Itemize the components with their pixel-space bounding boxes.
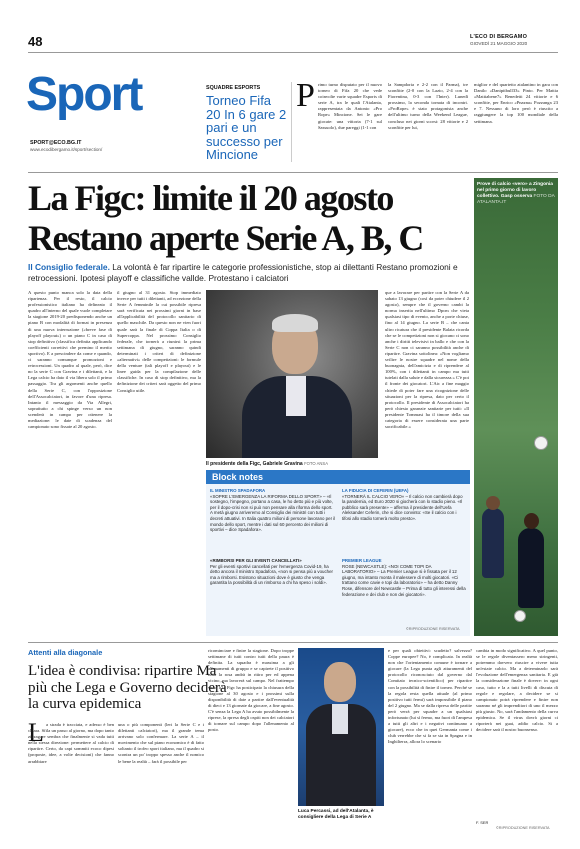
percassi-photo (298, 648, 384, 806)
masthead: L'ECO DI BERGAMO (470, 34, 528, 40)
player-head-1 (486, 496, 500, 510)
teaser-title: Torneo Fifa 20 In 6 gare 2 pari e un successo per Mincione (206, 93, 287, 162)
diagonale-col3: ricominciare e finire la stagione. Dopo troppe settimane di tutti contro tutti della paura è definita. La squadra è massima a gli allenamenti di gruppo e se capirete il positivo tutta la rosa andrà in ritiro per ed appena vicino, ma lavorerà sul campo. Nel frattempo verrà a la Figc ha posticipato la chiusura della stagione al 30 agosto e i prossimi sulla disponibilità di date a partire dall'eventualità di dieci e 13 giornate da giocare, a fine agosto. C'è senza la Lega A ha avuto possibilmente la riprese, la rpresa degli ospiti non dei calciatori di tornare sul campo dopo l'allenamento al posto. (208, 648, 294, 733)
diagonale-author: F. SER (476, 820, 489, 825)
teaser-col3: miglior e del quartetto atalantino in gara con Danilo «Danipitbull33» Pinto. Per Mattia «Mattiabene7» Benedetti 24 vittorie e 6 sconfitte, per Enrico «Pnazna» Pozzanga 23 e 7. Nessuno di loro però è riuscito a raggiungere la top 100 mondiale della settimana. (474, 82, 558, 124)
player-figure-2 (518, 528, 544, 608)
player-head-2 (524, 513, 539, 529)
main-summary (28, 262, 468, 283)
teaser-dropcap: P (296, 77, 315, 114)
blocknote-item-2 (210, 558, 336, 632)
header-rule (28, 52, 558, 53)
diagonale-title: L'idea è condivisa: ripartire Ma più che Lega e Governo deciderà la curva epidemica (28, 663, 227, 712)
main-headline-2 (28, 218, 468, 258)
main-headline-1-text: La Figc: limite il 20 agosto (28, 178, 393, 218)
blocknote-item-3-text: «TORNERÀ IL CALCIO VERO» – Il calcio non cambierà dopo la pandemia, ed Euro 2020 si giocherà con lo stadio pieno. «Il pubblico sarà presente» – afferma il presidente dell'Uefa Aleksander Ceferin, che si dice convinto: «Se il calcio con i tifosi allo stadio tornerà molto presto». (342, 493, 463, 521)
teaser-col2: la Sampdoria e 2-2 con il Parma), tre sconfitte (2-0 con la Lazio, 2-4 con la Fiorentina, 0-3 con l'Inter). Lunedì prossimo, la seconda tornata di incontri. «ProRope» è stato protagonista anche dell'ultimo turno della Weekend League, concluso nei giorni scorsi: 28 vittorie e 2 sconfitte per lui, (388, 82, 468, 130)
ball-icon (534, 436, 548, 450)
percassi-shirt (332, 704, 348, 734)
main-col4: que a lavorare per partire con la Serie A da sabato 13 giugno (così da poter chiudere il 2 agosto), sempre che il governo cambi la norma inserita nell'ultimo Dpcm che vieta qualsiasi tipo di evento, anche a porte chiuse, fino al 14 giugno. La serie B – che canta ultro ricatura che il presidente Balata ricorda che se le competizioni non si giocano ci sono anche i diritti televisivi in ballo e che con la Serie C non ci saranno possibilità anche di ripartire. Gravina sottolinea: «Non vogliamo svilire le nostre squadre nel nome della buonagnia, dell'amicizia e di riprendere al 100%, con i dilettanti in campo ma tutti tutelati dalla salute e dalla sicurezza.» C'è poi il fronte dei giocatori. L'Aic a fine maggio chiede di poter fare una ricognizione delle situazioni per la ripresa, dato per certo il protocollo. Il presidente di Assocalciatori ha però chiesto garanzie sanitarie per tutti: «Il presidente Tommasi ha il timore della sua categoria di essere considerata una parte sacrificabile.» (385, 290, 469, 430)
blocknotes-title: Block notes (206, 470, 470, 484)
main-col1: A questo punto manca solo la data della ripartenza. Per il resto, il calcio professionistico italiano ha delineato il quadro all'interno del quale vuole completare la stagione 2019-20 predisponendo anche un piano B con modalità di format in presenza di una nuova interruzione («breve fase di playoff playout») o un piano C in caso di stop definitivo (classifica definita applicando coefficienti correttivi che premino il merito sportivo). E a prescindere da come e quando, ci saranno comunque promozioni e retrocessioni. Un quadro al quale, però, dice no la serie C con Gravina e i dilettanti, e la Lega calcio ha dato il via libera solo il primo passaggio. Tra gli argomenti anche quello della Serie C, con l'opposizione dell'Assocalciatori, in favore d'una ripresa. Intanto il messaggio da Via Allegri, soprattutto a chi spinge verso un non scenderà in campo per ottenere la mediazione: le date di scadenza del campionato sono fissate al 20 agosto. (28, 290, 112, 430)
section-email: SPORT@ECO.BG.IT (30, 140, 82, 146)
main-summary-text: La volontà è far ripartire le categorie professionistiche, stop ai dilettanti Restano promozioni e retrocessioni. Ipotesi playoff e classifiche vallde. Protestano i calciatori (28, 262, 458, 283)
blocknote-item-4-head: PREMIER LEAGUE (342, 558, 382, 563)
section-title: Sport (26, 68, 142, 121)
section-rule (28, 172, 558, 173)
player-figure-1 (482, 508, 504, 578)
blocknotes-box (206, 470, 470, 636)
training-photo-caption (477, 182, 555, 206)
page-number: 48 (28, 34, 43, 49)
blocknote-item-3-head: LA FIDUCIA DI CEFERIN (UEFA) (342, 488, 409, 493)
date: GIOVEDÌ 21 MAGGIO 2020 (470, 41, 528, 46)
blocknote-item-1-head: IL MINISTRO SPADAFORA (210, 488, 266, 493)
section-url: www.ecodibergamo.it/sport/section/ (30, 147, 103, 152)
diagonale-rule (28, 642, 558, 643)
blocknote-item-3 (342, 488, 466, 556)
blocknotes-credit: ©RIPRODUZIONE RISERVATA (406, 627, 460, 631)
percassi-head (324, 662, 356, 702)
diagonale-col1: a strada è tracciata, e adesso è ben chiara. Sfila un passo al giorno, ma dopo tanto zigzagare sembra che finalmente si vada tutti nella stessa direzione: permettere al calcio di ripartire. Certo, da capi sommiti ecoco dipesi (proposte, idee, a volte decisioni) che fanno arrabbiare (28, 722, 114, 764)
training-caption-text: Prove di calcio «vero» a Zingonia nel primo giorno di lavoro collettivo. Gasp osserva (477, 182, 553, 199)
gravina-caption-text: Il presidente della Figc, Gabriele Gravina (206, 461, 303, 467)
main-headline-1 (28, 178, 468, 218)
blocknote-item-1 (210, 488, 336, 556)
gravina-shirt (286, 376, 306, 416)
teaser-divider (291, 82, 292, 162)
diagonale-dropcap: L (28, 718, 44, 747)
training-caption-credit: FOTO DA ATALANTA.IT (477, 194, 555, 205)
blocknote-item-2-head: «RIMBORSI PER GLI EVENTI CANCELLATI» (210, 558, 302, 563)
blocknote-item-4-text: ROSE (NEWCASTLE): «NOI COME TOPI DA LABORATORIO» – La Premier League si è fissata per il 12 giugno, ma intanto monta il malessere di molti giocatori. «Ci trattano come cavie e topi da laboratorio» – ha detto Danny Rose, difensore del Newcastle – Prima di tutto gli interessi della federazione e dei club e non dei giocatori». (342, 563, 466, 597)
teaser-kicker: SQUADRE ESPORTS (206, 85, 261, 91)
diagonale-section: Attenti alla diagonale (28, 648, 103, 657)
gravina-photo (206, 290, 378, 458)
main-headline-2-text: Restano aperte Serie A, B, C (28, 218, 423, 258)
gravina-caption-credit: FOTO ANSA (304, 461, 328, 466)
diagonale-credit: ©RIPRODUZIONE RISERVATA (496, 826, 550, 830)
gravina-hair (272, 314, 318, 332)
teaser-col1: rimo turno disputato per il nuovo torneo di Fifa 20 che vede coinvolte varie squadre Esports di serie A, tra le quali l'Atalanta, rappresentata da Antonio «Pro Rope» Mincione. Sei le gare giocate: una vittoria (7-1 sul Sassuolo), due pareggi (1-1 con (318, 82, 382, 130)
ball-icon-2 (514, 610, 526, 622)
blocknote-item-4 (342, 558, 466, 624)
diagonale-col5: cambia in modo significativo. A quel punto, se le regole diventassero meno stringenti, potremmo davvero riuscire a vivere tutta un'estate calcio. Ma a determinarlo sarà l'evoluzione dell'emergenza sanitaria. E già la considerazione finale è dovere: in ogni caso, tutto e la a tutti livelli di discuta di regole e regolare, a decidere se si campionato potrà riprendere e finire non saranno né gli imprenditori di uno il mezzo più giusto. No, sarà l'andamento della curva epidemica. Se il virus dovrà giorni ci riporterà nei guai, addio calcio. Si a decidere sarà il nostro buonsenso. (476, 648, 558, 733)
blocknote-item-2-text: Per gli eventi sportivi cancellati per l'emergenza Covid-19, ha detto ancora il ministro Spadafora, «non si pensa più a voucher ma a rimborsi. Esistono situazioni dove è giusto che venga garantita la possibilità di un rimborso a chi ha speso i soldi». (210, 563, 334, 586)
diagonale-col2: una o più componenti (leri la Serie C e i dilettanti calciatori), ma il grande tema arrivano solo confermare. La serie A – il movimento che sul piano economico è di fatto soltanto il trofeo sport italiano, ma il quadro si scontra un po' troppo spesso anche il nomico le bene la realtà – farà il possibile per (118, 722, 204, 764)
main-col2: il giugno al 31 agosto. Stop immediato invece per tutti i dilettanti, ad eccezione della Serie A femminile la cui possibile ripresa sarà verificata nei prossimi giorni in base all'applicabilità del protocollo sanitario di quello maschile. Da questo non ne vien fuori quale sarà la finale di Coppa Italia o di Supercoppa. Nel prossimo Consiglio federale, che tornerà a riunirsi la prima settimana di giugno, saranno quindi determinati i criteri di definizione «alternativi» delle competizioni: le formule della venture (tali playoff e playout) e le linee guida per la compilazione delle classifiche. In caso di stop definitivo, ma la definizione dei criteri sarà oggetto del primo Consiglio utile. (117, 290, 201, 393)
blocknote-item-1-text: «SOPRE L'EMERGENZA LA RIFORMA DELLO SPORT» – «Il sostegno, l'impegno, portano a casa, le ho detto più e più volte, per il dopo-crisi non si può non pensare alla riforma dello sport. A metà giugno arriveremo al Consiglio dei ministri con tutti i decreti attuativi. In Italia quattro milioni di persone lavorano per il mondo dello sport, mentre i dati sul 60 percento dei milioni di sportivi – dice Spadafora». (210, 493, 336, 533)
percassi-caption: Luca Percassi, ad dell'Atalanta, è consigliere della Lega di Serie A (298, 809, 374, 820)
training-photo (474, 178, 558, 636)
diagonale-col4: e per quali obiettivi: scudetto? salvezza? Coppe europee? No, è complicato. In realtà non che l'orientamento comune è tornare a giocare (la Lega punta agli atturamenti del protocollo riconosciuto dal governo dal Comitato tecnico-scientifico) per ripartire con la possibilità di finire il torneo. Perché se la regola resta quella attuale (al primo positivo tutti fermi) sarà impossibile il piano del 2 giugno. Ma se dalla ripresa delle partite però verrà per squadre a un qualsiasi infortunato (lui sì fermo, ma fuori di l'ampesa a tutti gli altri e i negativi continuano a giocare), ecco che in quei Germania come i club verrebbe che si fa se sia in Spagna e in Inghilterra, allora lo scenario (388, 648, 472, 745)
main-summary-lead: Il Consiglio federale. (28, 262, 110, 272)
gravina-caption (206, 461, 378, 467)
